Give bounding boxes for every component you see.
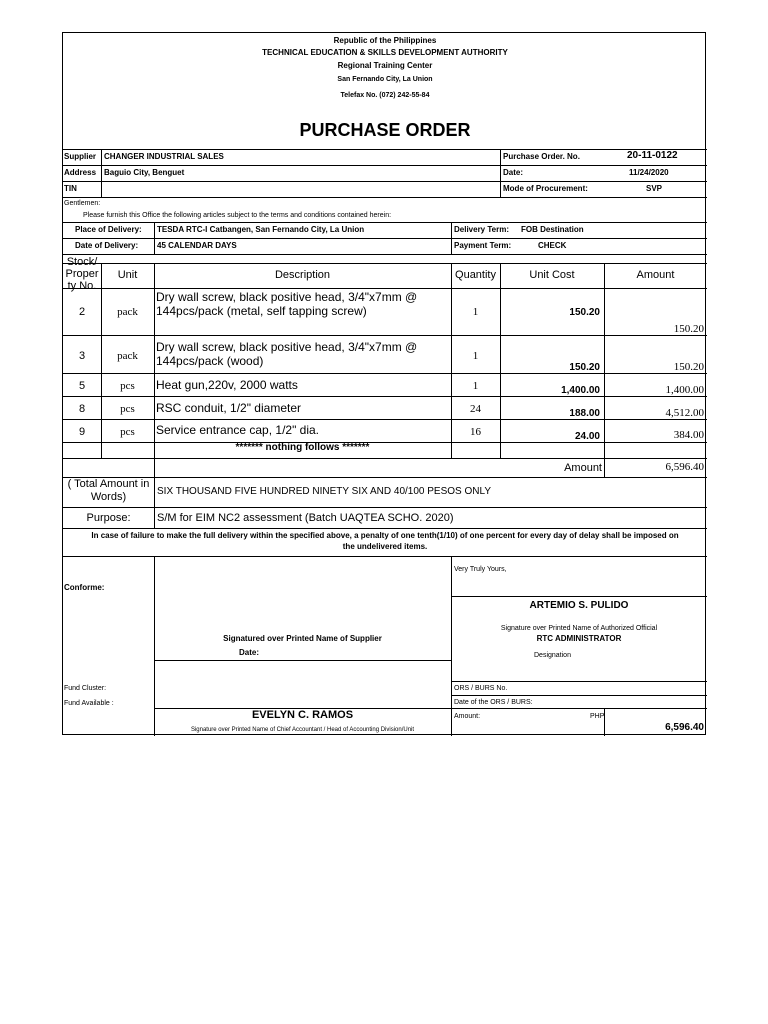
header-agency: TECHNICAL EDUCATION & SKILLS DEVELOPMENT AUTHORITY [262, 48, 508, 57]
amount-in-words-label-line1: ( Total Amount in [67, 478, 150, 490]
date-of-delivery-value: 45 CALENDAR DAYS [157, 241, 237, 250]
row-5-unit-cost: 24.00 [574, 431, 600, 442]
procurement-mode-value: SVP [646, 184, 663, 193]
fund-available-label: Fund Available : [64, 700, 114, 707]
penalty-clause-line2: the undelivered items. [342, 542, 428, 551]
row-2-unit-cost: 150.20 [569, 362, 600, 373]
purpose-label: Purpose: [86, 512, 131, 524]
very-truly-yours: Very Truly Yours, [454, 566, 507, 573]
header-city: San Fernando City, La Union [337, 76, 433, 83]
row-5-stock-no: 9 [78, 426, 86, 438]
amount-total-value: 6,596.40 [665, 461, 704, 473]
header-country: Republic of the Philippines [333, 36, 437, 45]
accountant-signature-caption: Signature over Printed Name of Chief Accountant / Head of Accounting Division/Unit [190, 727, 415, 733]
official-signature-caption: Signature over Printed Name of Authorized Official [500, 625, 658, 632]
place-of-delivery-value: TESDA RTC-I Catbangen, San Fernando City, La Union [157, 225, 365, 234]
row-1-unit-cost: 150.20 [569, 307, 600, 318]
po-number-value: 20-11-0122 [627, 150, 678, 161]
row-3-unit: pcs [120, 380, 135, 392]
unit-header: Unit [117, 269, 138, 281]
amount-in-words-label-line2: Words) [90, 491, 127, 503]
fund-amount-label: Amount: [454, 713, 481, 720]
description-header: Description [274, 269, 331, 281]
stock-number-header-cell [63, 256, 101, 292]
amount-total-label: Amount [564, 462, 602, 474]
purchase-order-form [62, 32, 706, 735]
payment-term-label: Payment Term: [454, 241, 512, 250]
delivery-term-value: FOB Destination [521, 225, 584, 234]
address-value: Baguio City, Benguet [104, 168, 185, 177]
row-4-unit-cost: 188.00 [569, 408, 600, 419]
row-4-quantity: 24 [470, 403, 481, 415]
row-5-description: Service entrance cap, 1/2" dia. [156, 423, 320, 437]
row-1-stock-no: 2 [78, 306, 86, 318]
place-of-delivery-label: Place of Delivery: [75, 225, 142, 234]
fund-cluster-label: Fund Cluster: [64, 685, 107, 692]
page-title: PURCHASE ORDER [299, 120, 471, 140]
amount-header: Amount [636, 269, 675, 281]
official-title: RTC ADMINISTRATOR [536, 634, 622, 643]
accountant-name: EVELYN C. RAMOS [251, 709, 354, 721]
row-1-quantity: 1 [472, 306, 479, 318]
row-3-stock-no: 5 [78, 380, 86, 392]
delivery-term-label: Delivery Term: [454, 225, 509, 234]
header-center: Regional Training Center [337, 61, 433, 70]
row-3-description: Heat gun,220v, 2000 watts [156, 378, 298, 392]
po-number-label: Purchase Order. No. [503, 152, 580, 161]
row-2-description-line2: 144pcs/pack (wood) [156, 354, 264, 368]
payment-term-value: CHECK [538, 241, 567, 250]
conforme-date-label: Date: [239, 648, 260, 657]
official-name: ARTEMIO S. PULIDO [529, 600, 629, 611]
address-label: Address [64, 168, 97, 177]
date-of-delivery-label: Date of Delivery: [75, 241, 139, 250]
penalty-clause-line1: In case of failure to make the full delivery within the specified above, a penalty of one tenth(1/10) of one percent for every day of delay shall be imposed on [91, 531, 679, 540]
procurement-mode-label: Mode of Procurement: [503, 184, 588, 193]
supplier-value: CHANGER INDUSTRIAL SALES [104, 152, 224, 161]
row-2-unit: pack [117, 350, 138, 362]
row-3-quantity: 1 [472, 380, 479, 392]
row-4-unit: pcs [120, 403, 135, 415]
row-3-amount: 1,400.00 [665, 384, 704, 396]
fund-amount-value: 6,596.40 [665, 722, 704, 733]
supplier-label: Supplier [64, 152, 97, 161]
purpose-value: S/M for EIM NC2 assessment (Batch UAQTEA SCHO. 2020) [157, 512, 454, 524]
row-4-stock-no: 8 [78, 403, 86, 415]
row-1-description-line2: 144pcs/pack (metal, self tapping screw) [156, 304, 367, 318]
row-1-amount: 150.20 [673, 323, 704, 335]
row-2-stock-no: 3 [78, 350, 86, 362]
row-1-unit: pack [117, 306, 138, 318]
date-label: Date: [503, 168, 524, 177]
conforme-label: Conforme: [64, 583, 105, 592]
nothing-follows: ******* nothing follows ******* [235, 442, 370, 453]
date-value: 11/24/2020 [629, 168, 669, 177]
designation-caption: Designation [534, 652, 571, 659]
row-4-description: RSC conduit, 1/2" diameter [156, 401, 301, 415]
row-4-amount: 4,512.00 [665, 407, 704, 419]
quantity-header: Quantity [455, 269, 496, 281]
stock-number-header: Stock/ Proper ty No. [65, 256, 99, 292]
row-5-quantity: 16 [470, 426, 481, 438]
ors-burs-number-label: ORS / BURS No. [454, 685, 508, 692]
intro-text: Please furnish this Office the following articles subject to the terms and conditions contained herein: [83, 212, 392, 219]
ors-burs-date-label: Date of the ORS / BURS: [454, 699, 533, 706]
salutation: Gentlemen: [64, 200, 101, 207]
row-2-description-line1: Dry wall screw, black positive head, 3/4"x7mm @ [156, 340, 418, 354]
supplier-signature-caption: Signatured over Printed Name of Supplier [223, 634, 382, 643]
unit-cost-header: Unit Cost [529, 269, 575, 281]
header-telefax: Telefax No. (072) 242-55-84 [340, 92, 430, 99]
row-3-unit-cost: 1,400.00 [561, 385, 600, 396]
php-currency-label: PHP [590, 713, 605, 720]
row-5-unit: pcs [120, 426, 135, 438]
row-2-quantity: 1 [472, 350, 479, 362]
tin-label: TIN [64, 184, 77, 193]
row-1-description-line1: Dry wall screw, black positive head, 3/4"x7mm @ [156, 290, 418, 304]
amount-in-words-value: SIX THOUSAND FIVE HUNDRED NINETY SIX AND 40/100 PESOS ONLY [157, 486, 491, 497]
row-2-amount: 150.20 [673, 361, 704, 373]
row-5-amount: 384.00 [673, 429, 704, 441]
